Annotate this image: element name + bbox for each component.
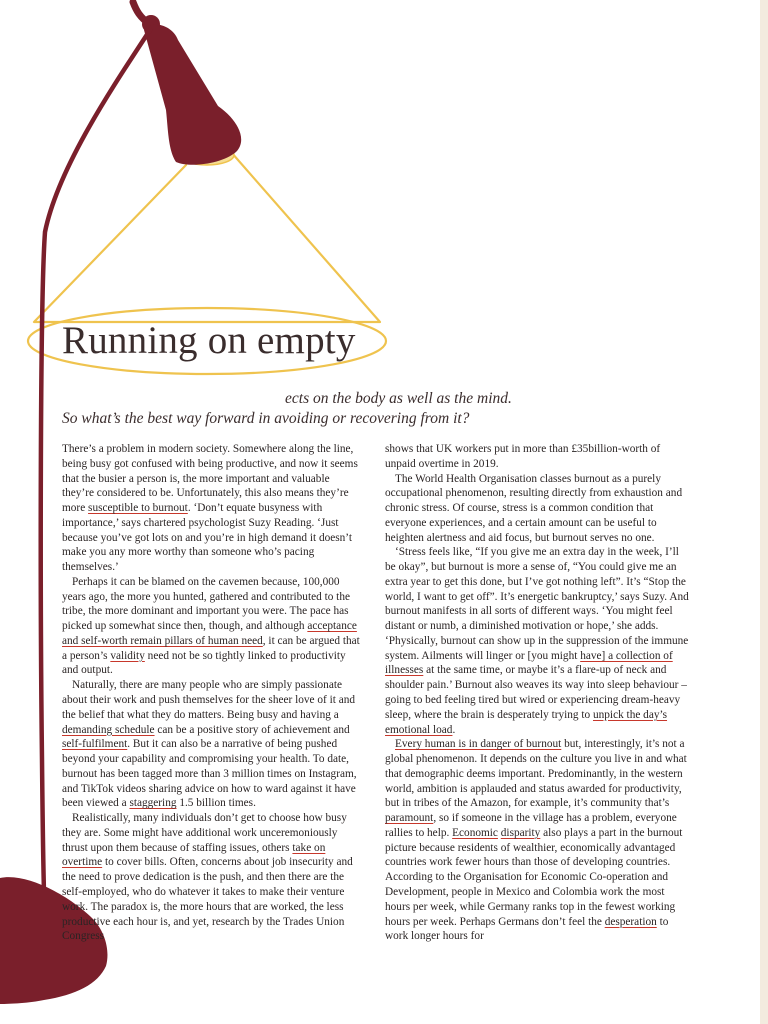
body-text: need not be so tightly linked to productivity and output. xyxy=(62,649,346,677)
body-paragraph xyxy=(62,442,364,575)
body-text: shows that UK workers put in more than £35billion-worth of unpaid overtime in 2019. xyxy=(385,443,661,470)
highlighted-phrase: desperation xyxy=(604,915,657,928)
highlighted-phrase: validity xyxy=(110,649,145,662)
highlighted-phrase: disparity xyxy=(500,826,541,839)
highlighted-phrase: self-fulfilment xyxy=(62,738,128,751)
highlighted-phrase: take on overtime xyxy=(62,841,326,869)
body-paragraph xyxy=(385,737,691,944)
body-text: Realistically, many individuals don’t get to choose how busy they are. Some might have additional work unceremoniously thrust upon them because of staffing issues, others xyxy=(62,812,347,854)
highlighted-phrase: acceptance and self-worth remain pillars of human need xyxy=(62,620,357,647)
highlighted-phrase: have] a collection of illnesses xyxy=(385,649,673,677)
body-paragraph xyxy=(62,678,364,811)
body-text: 1.5 billion times. xyxy=(176,797,256,810)
highlighted-phrase: Every human is in danger of burnout xyxy=(395,738,562,751)
highlighted-phrase: unpick the day’s emotional load xyxy=(385,708,668,736)
highlighted-phrase: demanding schedule xyxy=(62,723,155,736)
body-text: can be a positive story of achievement and xyxy=(154,723,350,736)
article-title: Running on empty xyxy=(62,319,356,362)
body-paragraph xyxy=(385,442,691,472)
body-paragraph xyxy=(385,545,691,737)
body-text: . ‘Don’t equate busyness with importance,’ says chartered psychologist Suzy Reading. ‘Just because you’ve got lots on and you’re in high demand it doesn’t make you any more worthy than someone who’s pacing themselves.’ xyxy=(62,502,352,574)
body-text: There’s a problem in modern society. Somewhere along the line, being busy got confused with being productive, and now it seems that the busier a person is, the more important and valuable they’re considered to be. Unfortunately, this also means they’re more xyxy=(62,443,358,515)
highlighted-phrase: staggering xyxy=(129,797,177,810)
standfirst-line-2: So what’s the best way forward in avoiding or recovering from it? xyxy=(62,409,470,427)
body-text: The World Health Organisation classes burnout as a purely occupational phenomenon, resulting directly from exhaustion and chronic stress. Of course, stress is a common condition that everyone experiences, and a certain amount can be useful to heighten alertness and aid focus, but burnout serves no one. xyxy=(385,472,683,544)
lamp-shade xyxy=(144,25,241,165)
body-text: Perhaps it can be blamed on the cavemen because, 100,000 years ago, the more you hunted, gathered and contributed to the tribe, the more dominant and important you were. The pace has picked up somewhat since then, though, and although xyxy=(62,575,350,633)
body-text: , so if someone in the village has a problem, everyone rallies to help. xyxy=(385,812,677,839)
body-text: ‘Stress feels like, “If you give me an extra day in the week, I’ll be okay”, but burnout is more a sense of, “You could give me an extra year to get this done, but I’ve got nothing left”. It’s “Stop the world, I want to get off”. It’s energetic bankruptcy,’ says Suzy. And burnout manifests in all sorts of different ways. ‘You might feel distant or numb, a diminished motivation or hope,’ she adds. ‘Physically, burnout can show up in the suppression of the immune system. Ailments will linger or [you might xyxy=(385,546,689,662)
body-text: , it can be argued that a person’s xyxy=(62,634,360,662)
page-edge xyxy=(760,0,768,1024)
body-text: . But it can also be a narrative of being pushed beyond your capability and compromising your health. To date, burnout has been tagged more than 3 million times on Instagram, and TikTok videos sharing advice on how to ward against it have been viewed a xyxy=(62,738,357,810)
body-text: at the same time, or maybe it’s a flare-up of neck and shoulder pain.’ Burnout also weaves its way into sleep behaviour – going to bed feeling tired but wired or experiencing dream-heavy sleep, where the brain is desperately trying to xyxy=(385,664,687,721)
standfirst-line-1: ects on the body as well as the mind. xyxy=(285,390,512,407)
body-text: to work longer hours for xyxy=(385,915,669,943)
body-text: but, interestingly, it’s not a global phenomenon. It depends on the culture you live in and what that demographic deems important. Predominantly, in the western world, ambition is applauded and status awarded for productivity, but in tribes of the Amazon, for example, it’s community that’s xyxy=(385,738,687,810)
highlighted-phrase: susceptible to burnout xyxy=(88,502,188,515)
body-paragraph xyxy=(62,811,364,944)
body-text: . xyxy=(452,723,456,736)
body-text: Naturally, there are many people who are simply passionate about their work and push themselves for the sheer love of it and the belief that what they do matters. Being busy and having a xyxy=(62,679,356,721)
article-body-right-column xyxy=(385,442,691,944)
body-paragraph xyxy=(385,472,691,546)
body-text: to cover bills. Often, concerns about job insecurity and the need to prove dedication is the push, and then there are the self-employed, who do whatever it takes to make their venture work. The paradox is, the more hours that are worked, the less productive each hour is, and yet, research by the Trades Union Congress xyxy=(62,856,353,943)
light-cone xyxy=(34,152,380,322)
body-paragraph xyxy=(62,575,364,678)
article-body-left-column xyxy=(62,442,364,944)
highlighted-phrase: paramount xyxy=(385,812,434,825)
article-standfirst xyxy=(62,389,582,428)
body-text: also plays a part in the burnout picture because residents of wealthier, economically advantaged countries work fewer hours than those of developing countries. According to the Organisation for Economic Co-operation and Development, people in Mexico and Colombia work the most hours per week, while Germany ranks top in the fewest working hours per week. Perhaps Germans don’t feel the xyxy=(385,826,683,928)
highlighted-phrase: Economic xyxy=(452,826,498,839)
